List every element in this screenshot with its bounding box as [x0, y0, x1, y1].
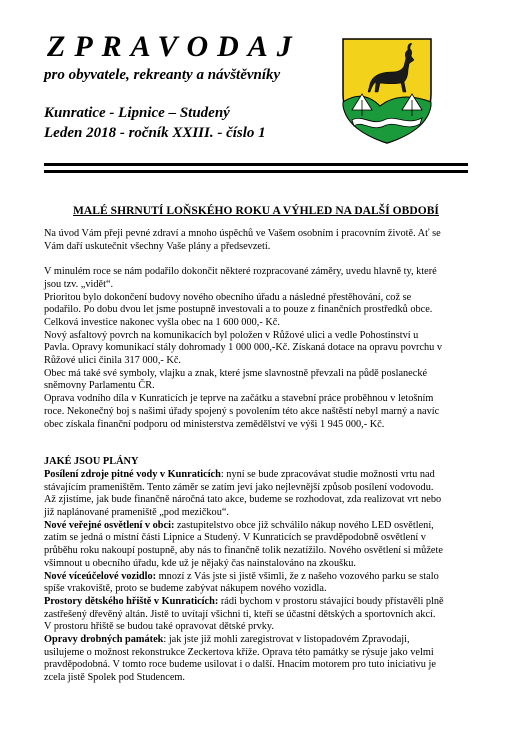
municipal-coat-of-arms: [340, 36, 434, 146]
body-line: V minulém roce se nám podařilo dokončit některé rozpracované záměry, uvedu hlavně ty, které: [44, 266, 437, 278]
header-divider-top: [44, 163, 468, 166]
plan-item-title: Nové veřejné osvětlení v obci:: [44, 519, 175, 531]
plan-item-text: rádi bychom v prostoru stávající boudy přístavěli plně: [218, 595, 444, 607]
plans-heading: JAKÉ JSOU PLÁNY: [44, 456, 139, 468]
plans-line: [44, 520, 468, 533]
plans-line: [44, 494, 468, 507]
plan-item-text: usilujeme o možnost rekonstrukce Zeckertova kříže. Oprava této památky se rýsuje jako velmi: [44, 646, 434, 658]
body-line: roce. Nekonečný boj s našimi úřady spojený s povolením této akce naštěstí nebyl marný a navíc: [44, 405, 440, 417]
plan-item-text: zastupitelstvo obce již schválilo nákup nového LED osvětlení,: [174, 519, 434, 531]
plan-item-title: Opravy drobných památek: [44, 634, 164, 646]
plans-line: [44, 647, 468, 660]
plan-item-title: Prostory dětského hřiště v Kunraticích:: [44, 595, 219, 607]
plan-item-text: již naplánované prameniště „pod mezičkou“.: [44, 507, 229, 519]
plans-line: [44, 596, 468, 609]
body-line: jsou tzv. „vidět“.: [44, 278, 114, 290]
plans-line: [44, 659, 468, 672]
plan-item-text: průběhu roku nakoupí postupně, aby nás to finančně tolik nezatížilo. Nového osvětlení si můžete: [44, 545, 443, 557]
newsletter-subtitle: pro obyvatele, rekreanty a návštěvníky: [44, 67, 281, 83]
plans-line: [44, 558, 468, 571]
body-line: obec získala finanční podporu od ministerstva zemědělství ve výši 1 945 000,- Kč.: [44, 418, 385, 430]
plans-line: [44, 621, 468, 634]
plan-item-text: zcela jistě Spolek pod Studencem.: [44, 672, 185, 684]
plans-line: [44, 609, 468, 622]
plan-item-text: : jak jste již mohli zaregistrovat v listopadovém Zpravodaji,: [163, 634, 410, 646]
plans-line: [44, 469, 468, 482]
plans-line: [44, 583, 468, 596]
intro-line: Vám daří uskutečnit všechny Vaše plány a předsevzetí.: [44, 240, 271, 252]
plan-item-text: spíše vrakoviště, proto se budeme zabývat nákupem nového vozidla.: [44, 583, 327, 595]
plans-line: [44, 634, 468, 647]
body-line: Prioritou bylo dokončení budovy nového obecního úřadu a následné přestěhování, což se: [44, 291, 412, 303]
plan-item-text: zatím se jedná o místní části Lipnice a Studený. V Kunraticích se pravděpodobně osvětlení v: [44, 532, 426, 544]
plan-item-text: zastřešený dřevěný altán. Jistě to uvítají všichni ti, kteří se účastní dětských a sportovních akcí.: [44, 608, 436, 620]
masthead: [44, 30, 334, 142]
plan-item-text: pravděpodobná. V tomto roce budeme usilovat i o další. Hnacím motorem pro tuto iniciativu je: [44, 659, 436, 671]
plan-item-title: Nové víceúčelové vozidlo:: [44, 570, 157, 582]
plan-item-text: V prostoru hřiště se budou také opravovat dětské prvky.: [44, 621, 274, 633]
plan-item-text: Až zjistíme, jak bude finančně náročná tato akce, budeme se rozhodovat, zda realizovat vrt nebo: [44, 494, 442, 506]
body-line: Růžové ulici činila 317 000,- Kč.: [44, 355, 181, 367]
plan-item-text: všimnout u obecního úřadu, kde už je nějaký čas nainstalováno na zkoušku.: [44, 557, 356, 569]
plans-line: [44, 507, 468, 520]
plan-item-text: : nyní se bude zpracovávat studie možnosti vrtu nad: [220, 468, 435, 480]
body-line: Nový asfaltový povrch na komunikacích byl položen v Růžové ulici a vedle Pohostinství u: [44, 329, 419, 341]
body-line: Pavla. Opravy komunikací stály dohromady 1 000 000,-Kč. Získaná dotace na opravu povrchu v: [44, 342, 443, 354]
municipality-names: Kunratice - Lipnice – Studený: [44, 105, 230, 121]
body-line: sněmovny Parlamentu ČR.: [44, 380, 155, 392]
plan-item-text: stávajícím prameništěm. Tento záměr se zatím jeví jako nejlevnější způsob posílení vodovodu.: [44, 481, 434, 493]
body-line: Oprava vodního díla v Kunraticích je teprve na začátku a stavební práce proběhnou v letošním: [44, 393, 434, 405]
issue-info: Leden 2018 - ročník XXIII. - číslo 1: [44, 125, 266, 141]
article-body: [44, 228, 468, 685]
plans-line: [44, 571, 468, 584]
intro-line: Na úvod Vám přeji pevné zdraví a mnoho úspěchů ve Vašem osobním i pracovním životě. Ať se: [44, 228, 441, 239]
plans-line: [44, 482, 468, 495]
plan-item-title: Posílení zdroje pitné vody v Kunraticích: [44, 468, 221, 480]
plans-line: [44, 532, 468, 545]
newsletter-title: ZPRAVODAJ: [47, 30, 301, 63]
plans-section: [44, 469, 468, 685]
plans-line: [44, 545, 468, 558]
plans-line: [44, 672, 468, 685]
body-line: Celková investice nakonec vyšla obec na 1 600 000,- Kč.: [44, 316, 280, 328]
body-line: Obec má také své symboly, vlajku a znak, které jsme slavnostně převzali na půdě poslanecké: [44, 367, 428, 379]
article-headline: MALÉ SHRNUTÍ LOŇSKÉHO ROKU A VÝHLED NA DALŠÍ OBDOBÍ: [73, 205, 439, 217]
plan-item-text: mnozí z Vás jste si jistě všimli, že z našeho vozového parku se stalo: [156, 570, 439, 582]
body-line: podařilo. Po dobu dvou let jsme postupně investovali a to pouze z finančních prostředků obce.: [44, 304, 433, 316]
header-divider-bottom: [44, 170, 468, 173]
